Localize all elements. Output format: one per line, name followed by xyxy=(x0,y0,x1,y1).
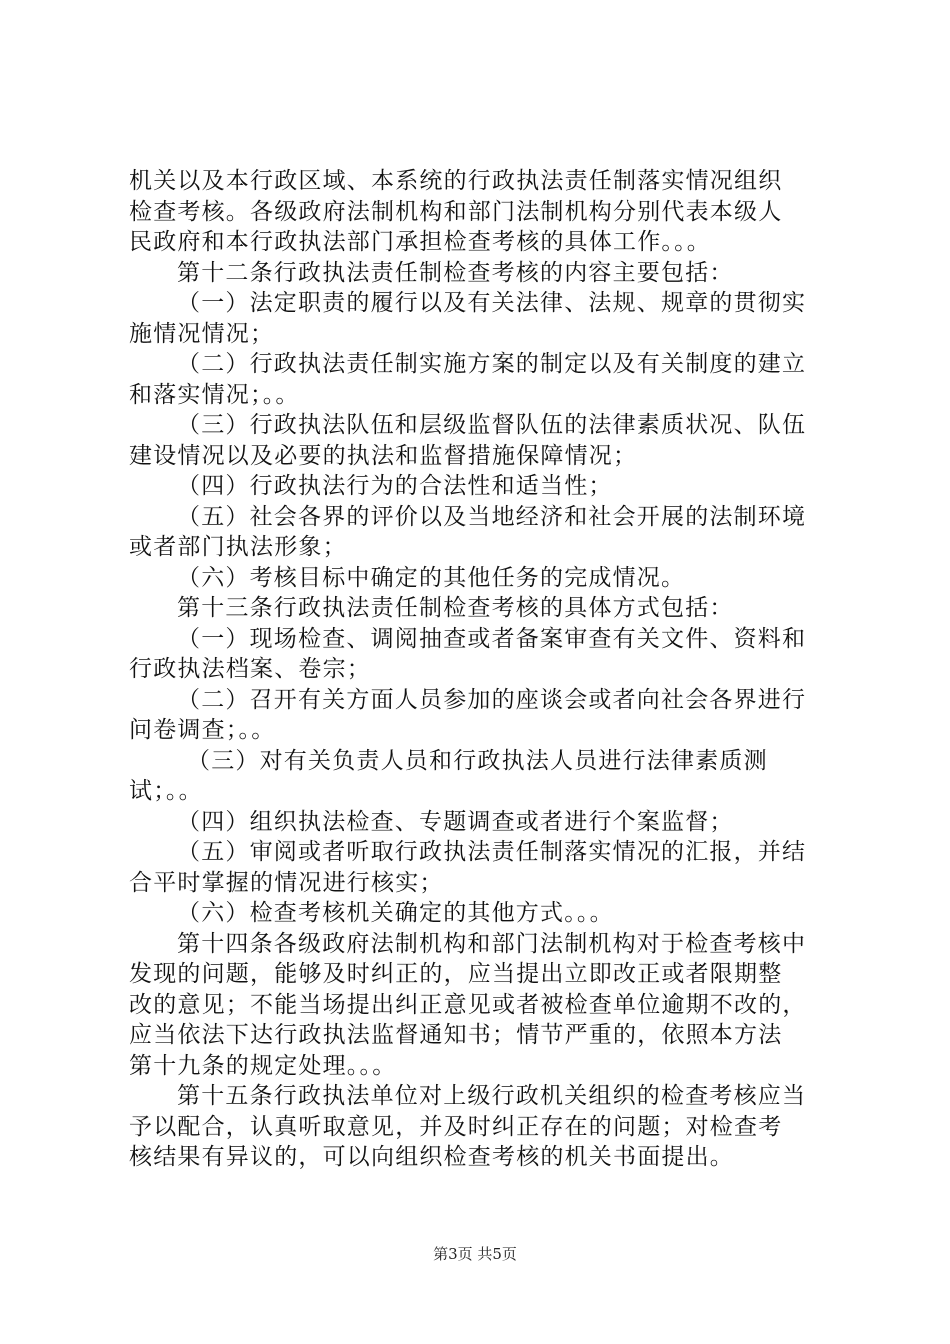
text-line: （五）审阅或者听取行政执法责任制落实情况的汇报，并结 xyxy=(177,839,807,865)
text-line: 施情况情况； xyxy=(129,320,275,347)
page-number-label: 第3页 共5页 xyxy=(433,1245,517,1263)
text-line: （三）行政执法队伍和层级监督队伍的法律素质状况、队伍 xyxy=(177,412,807,438)
text-line: （一）法定职责的履行以及有关法律、法规、规章的贯彻实 xyxy=(177,290,807,316)
document-body xyxy=(129,166,829,1173)
text-line: 第十五条行政执法单位对上级行政机关组织的检查考核应当 xyxy=(177,1083,807,1109)
text-line: 改的意见；不能当场提出纠正意见或者被检查单位逾期不改的， xyxy=(129,991,807,1018)
text-line: 第十三条行政执法责任制检查考核的具体方式包括： xyxy=(177,595,734,621)
text-line: 发现的问题，能够及时纠正的，应当提出立即改正或者限期整 xyxy=(129,961,783,987)
text-line: （六）考核目标中确定的其他任务的完成情况。 xyxy=(177,564,686,591)
text-line: 民政府和本行政执法部门承担检查考核的具体工作。。。 xyxy=(129,229,711,255)
text-line: 或者部门执法形象； xyxy=(129,534,347,560)
text-line: （三）对有关负责人员和行政执法人员进行法律素质测 xyxy=(187,747,768,774)
text-line: 合平时掌握的情况进行核实； xyxy=(129,869,444,896)
text-line: （六）检查考核机关确定的其他方式。。。 xyxy=(177,900,614,926)
text-line: （二）行政执法责任制实施方案的制定以及有关制度的建立 xyxy=(177,351,807,377)
text-line: 第十九条的规定处理。。。 xyxy=(129,1052,397,1079)
text-line: 和落实情况；。。 xyxy=(129,381,300,408)
text-line: （一）现场检查、调阅抽查或者备案审查有关文件、资料和 xyxy=(177,625,807,652)
text-line: （五）社会各界的评价以及当地经济和社会开展的法制环境 xyxy=(177,503,807,530)
text-line: 应当依法下达行政执法监督通知书；情节严重的，依照本方法 xyxy=(129,1022,783,1048)
text-line: 机关以及本行政区域、本系统的行政执法责任制落实情况组织 xyxy=(129,168,783,194)
text-line: （四）组织执法检查、专题调查或者进行个案监督； xyxy=(177,808,734,835)
text-line: 试；。。 xyxy=(129,778,203,804)
text-line: 予以配合，认真听取意见，并及时纠正存在的问题；对检查考 xyxy=(129,1113,783,1140)
text-line: 第十四条各级政府法制机构和部门法制机构对于检查考核中 xyxy=(177,930,807,957)
text-line: 检查考核。各级政府法制机构和部门法制机构分别代表本级人 xyxy=(129,198,783,225)
text-line: 核结果有异议的，可以向组织检查考核的机关书面提出。 xyxy=(129,1144,734,1170)
text-line: （四）行政执法行为的合法性和适当性； xyxy=(177,473,613,499)
text-line: （二）召开有关方面人员参加的座谈会或者向社会各界进行 xyxy=(177,686,807,713)
text-line: 行政执法档案、卷宗； xyxy=(129,656,371,682)
text-line: 第十二条行政执法责任制检查考核的内容主要包括： xyxy=(177,259,734,286)
page-footer xyxy=(0,1243,950,1264)
text-line: 建设情况以及必要的执法和监督措施保障情况； xyxy=(129,442,638,469)
text-line: 问卷调查；。。 xyxy=(129,717,276,743)
